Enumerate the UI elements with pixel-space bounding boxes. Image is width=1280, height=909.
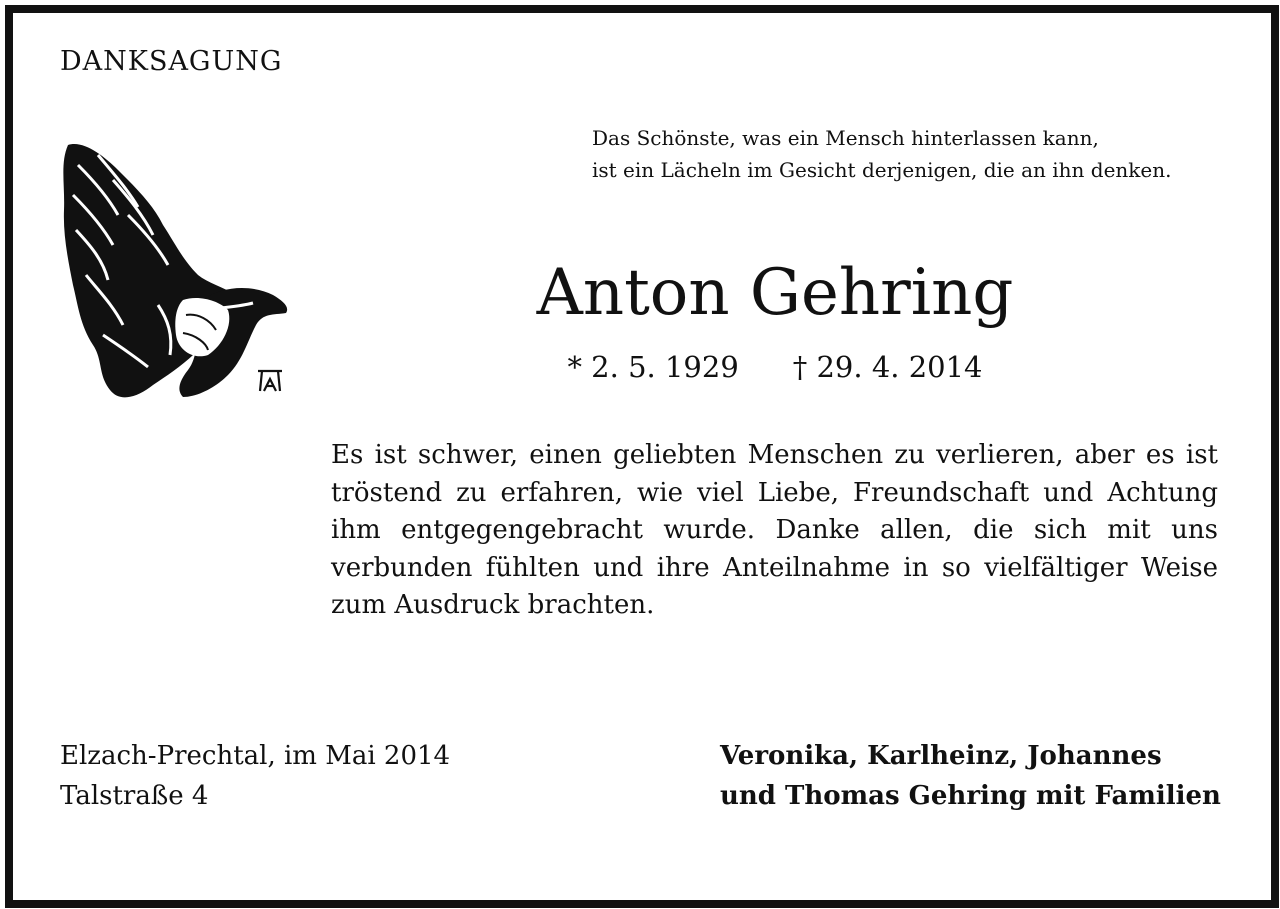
- quote: [592, 122, 1232, 186]
- quote-line-1: Das Schönste, was ein Mensch hinterlassen kann,: [592, 126, 1099, 150]
- death-date: † 29. 4. 2014: [792, 350, 983, 384]
- street-address: Talstraße 4: [60, 781, 209, 811]
- life-dates: [440, 352, 1110, 384]
- thank-you-message: Es ist schwer, einen geliebten Menschen zu verlieren, aber es ist tröstend zu erfahren, wie viel Liebe, Freundschaft und Achtung ihm entgegengebracht wurde. Danke allen, die sich mit uns verbunden fühlten und ihre Anteilnahme in so vielfältiger Weise zum Ausdruck brachten.: [331, 440, 1218, 620]
- family-line-2: und Thomas Gehring mit Familien: [720, 781, 1221, 811]
- quote-line-2: ist ein Lächeln im Gesicht derjenigen, die an ihn denken.: [592, 158, 1172, 182]
- birth-date: * 2. 5. 1929: [567, 350, 739, 384]
- place-and-address: [60, 736, 450, 816]
- family-signature: [720, 736, 1221, 816]
- place-date: Elzach-Prechtal, im Mai 2014: [60, 741, 451, 771]
- monogram-mark: [258, 371, 282, 391]
- heading: DANKSAGUNG: [60, 46, 283, 77]
- praying-hands-icon: [58, 135, 298, 410]
- deceased-name: Anton Gehring: [536, 256, 1014, 330]
- family-line-1: Veronika, Karlheinz, Johannes: [720, 741, 1162, 771]
